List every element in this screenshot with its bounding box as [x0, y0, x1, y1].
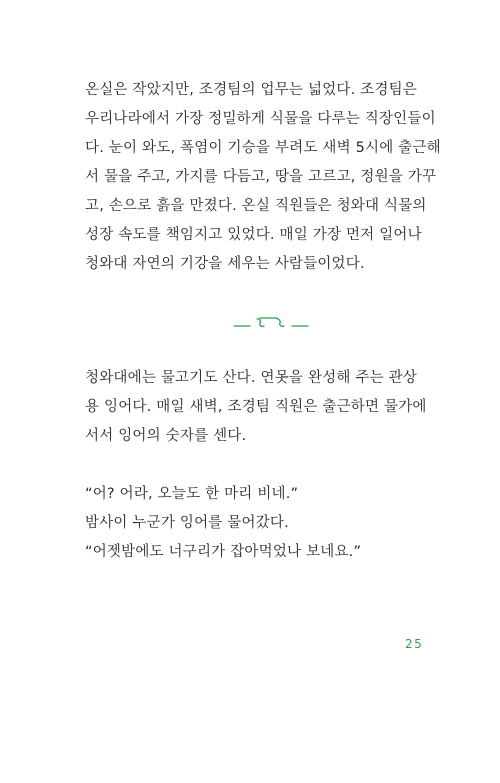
dialogue-block	[85, 480, 445, 567]
narration-line: 밤사이 누군가 잉어를 물어갔다.	[85, 515, 289, 531]
page-number: 25	[405, 637, 424, 651]
dialogue-line: “어? 어라, 오늘도 한 마리 비네.”	[85, 486, 299, 502]
dialogue-line: “어젯밤에도 너구리가 잡아먹었나 보네요.”	[85, 544, 362, 560]
paragraph-2	[85, 364, 445, 451]
text-line: 청와대 자연의 기강을 세우는 사람들이었다.	[85, 256, 365, 272]
text-line: 성장 속도를 책임지고 있었다. 매일 가장 먼저 일어나	[85, 227, 422, 243]
section-divider-ornament	[232, 309, 312, 333]
text-line: 서서 잉어의 숫자를 센다.	[85, 428, 247, 444]
text-line: 고, 손으로 흙을 만졌다. 온실 직원들은 청와대 식물의	[85, 198, 427, 214]
text-line: 청와대에는 물고기도 산다. 연못을 완성해 주는 관상	[85, 370, 418, 386]
text-line: 다. 눈이 와도, 폭염이 기승을 부려도 새벽 5시에 출근해	[85, 140, 441, 156]
paragraph-1	[85, 76, 445, 279]
text-line: 온실은 작았지만, 조경팀의 업무는 넓었다. 조경팀은	[85, 82, 418, 98]
text-line: 서 물을 주고, 가지를 다듬고, 땅을 고르고, 정원을 가꾸	[85, 169, 437, 185]
text-line: 용 잉어다. 매일 새벽, 조경팀 직원은 출근하면 물가에	[85, 399, 427, 415]
text-line: 우리나라에서 가장 정밀하게 식물을 다루는 직장인들이	[85, 111, 436, 127]
